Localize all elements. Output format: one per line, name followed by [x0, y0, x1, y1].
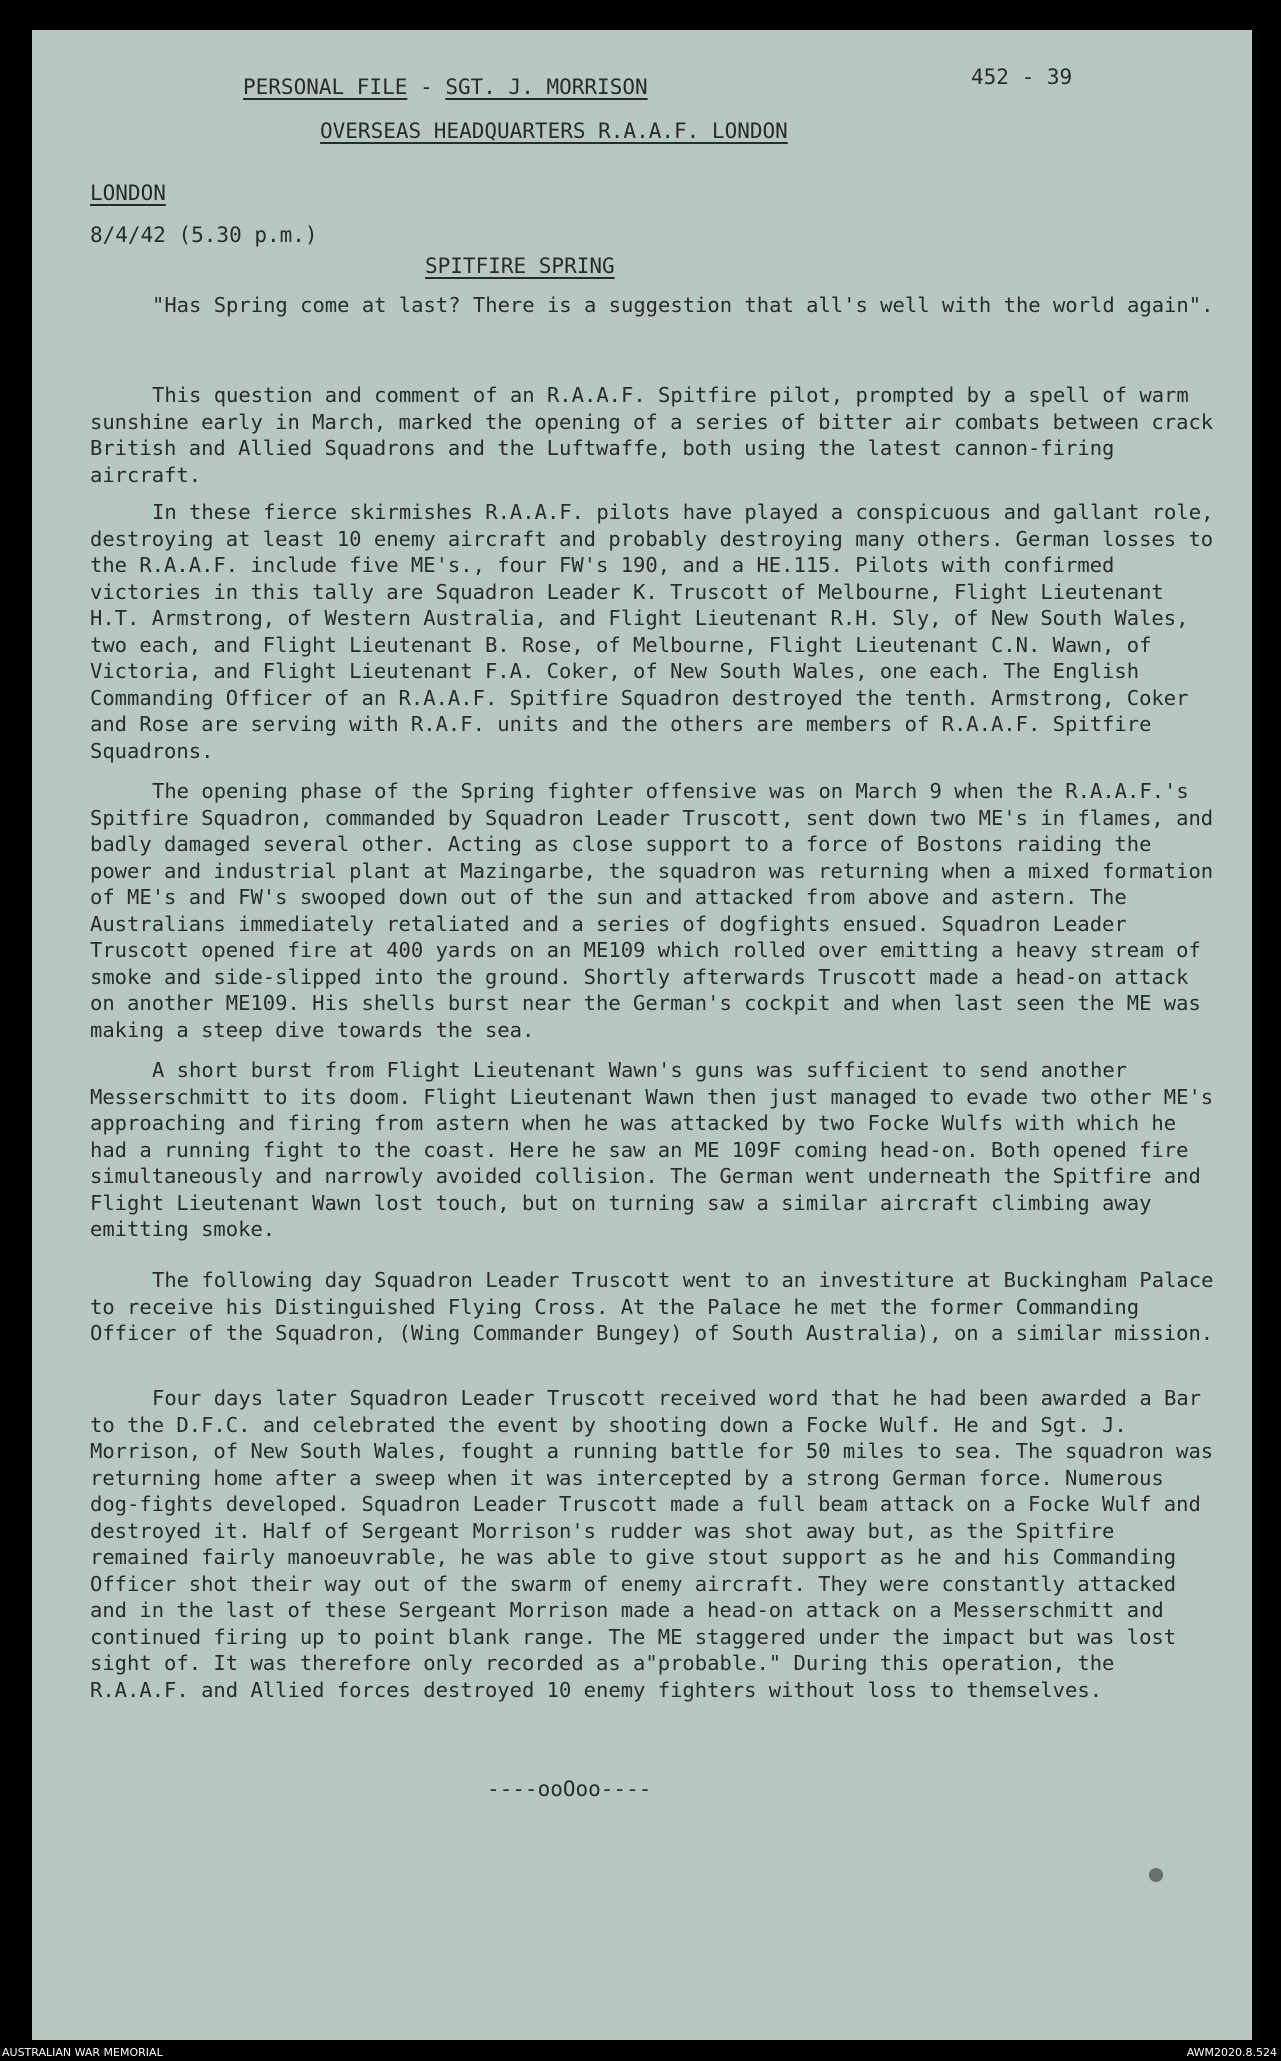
paragraph [90, 292, 1220, 319]
file-header [243, 74, 648, 100]
paragraph [90, 1267, 1220, 1347]
file-header-separator: - [420, 75, 433, 99]
paragraph [90, 778, 1220, 1043]
paragraph-text: Four days later Squadron Leader Truscott received word that he had been awarded a Bar to the D.F.C. and celebrated the event by shooting down a Focke Wulf. He and Sgt. J. Morrison, of New South Wales, fought a running battle for 50 miles to sea. The squadron was returning home after a sweep when it was intercepted by a strong German force. Numerous dog-fights developed. Squadron Leader Truscott made a full beam attack on a Focke Wulf and destroyed it. Half of Sergeant Morrison's rudder was shot away but, as the Spitfire remained fairly manoeuvrable, he was able to give stout support as he and his Commanding Officer shot their way out of the swarm of enemy aircraft. They were constantly attacked and in the last of these Sergeant Morrison made a head-on attack on a Messerschmitt and continued firing up to point blank range. The ME staggered under the impact but was lost sight of. It was therefore only recorded as a"probable." During this operation, the R.A.A.F. and Allied forces destroyed 10 enemy fighters without loss to themselves. [90, 1386, 1214, 1702]
paragraph [90, 382, 1220, 488]
paragraph-text: The opening phase of the Spring fighter offensive was on March 9 when the R.A.A.F.'s Spitfire Squadron, commanded by Squadron Leader Truscott, sent down two ME's in flames, and badly damaged several other. Acting as close support to a force of Bostons raiding the power and industrial plant at Mazingarbe, the squadron was returning when a mixed formation of ME's and FW's swooped down out of the sun and attacked from above and astern. The Australians immediately retaliated and a series of dogfights ensued. Squadron Leader Truscott opened fire at 400 yards on an ME109 which rolled over emitting a heavy stream of smoke and side-slipped into the ground. Shortly afterwards Truscott made a head-on attack on another ME109. His shells burst near the German's cockpit and when last seen the ME was making a steep dive towards the sea. [90, 779, 1214, 1042]
file-number: 452 - 39 [971, 65, 1073, 89]
file-header-label: PERSONAL FILE [243, 75, 408, 99]
paragraph-text: The following day Squadron Leader Truscott went to an investiture at Buckingham Palace to receive his Distinguished Flying Cross. At the Palace he met the former Commanding Officer of the Squadron, (Wing Commander Bungey) of South Australia), on a similar mission. [90, 1268, 1214, 1345]
paragraph-text: A short burst from Flight Lieutenant Wawn's guns was sufficient to send another Messerschmitt to its doom. Flight Lieutenant Wawn then just managed to evade two other ME's approaching and firing from astern when he was attacked by two Focke Wulfs with which he had a running fight to the coast. Here he saw an ME 109F coming head-on. Both opened fire simultaneously and narrowly avoided collision. The German went underneath the Spitfire and Flight Lieutenant Wawn lost touch, but on turning saw a similar aircraft climbing away emitting smoke. [90, 1058, 1214, 1241]
end-mark: ----ooOoo---- [487, 1777, 652, 1801]
paragraph-text: In these fierce skirmishes R.A.A.F. pilots have played a conspicuous and gallant role, destroying at least 10 enemy aircraft and probably destroying many others. German losses to the R.A.A.F. include five ME's., four FW's 190, and a HE.115. Pilots with confirmed victories in this tally are Squadron Leader K. Truscott of Melbourne, Flight Lieutenant H.T. Armstrong, of Western Australia, and Flight Lieutenant R.H. Sly, of New South Wales, two each, and Flight Lieutenant B. Rose, of Melbourne, Flight Lieutenant C.N. Wawn, of Victoria, and Flight Lieutenant F.A. Coker, of New South Wales, one each. The English Commanding Officer of an R.A.A.F. Spitfire Squadron destroyed the tenth. Armstrong, Coker and Rose are serving with R.A.F. units and the others are members of R.A.A.F. Spitfire Squadrons. [90, 500, 1214, 763]
office-heading: OVERSEAS HEADQUARTERS R.A.A.F. LONDON [320, 119, 788, 143]
dateline: 8/4/42 (5.30 p.m.) [90, 223, 318, 247]
paragraph [90, 1057, 1220, 1243]
document-page [32, 30, 1252, 2040]
ink-spot [1149, 1868, 1163, 1882]
paragraph-text: This question and comment of an R.A.A.F. Spitfire pilot, prompted by a spell of warm sunshine early in March, marked the opening of a series of bitter air combats between crack British and Allied Squadrons and the Luftwaffe, both using the latest cannon-firing aircraft. [90, 383, 1214, 487]
file-header-name: SGT. J. MORRISON [445, 75, 648, 99]
paragraph [90, 499, 1220, 764]
article-title: SPITFIRE SPRING [425, 254, 615, 278]
footer-institution: AUSTRALIAN WAR MEMORIAL [2, 2046, 163, 2059]
paragraph [90, 1385, 1220, 1703]
place-line: LONDON [90, 181, 166, 205]
footer-accession-number: AWM2020.8.524 [1186, 2046, 1277, 2059]
paragraph-text: "Has Spring come at last? There is a suggestion that all's well with the world again". [152, 293, 1214, 317]
